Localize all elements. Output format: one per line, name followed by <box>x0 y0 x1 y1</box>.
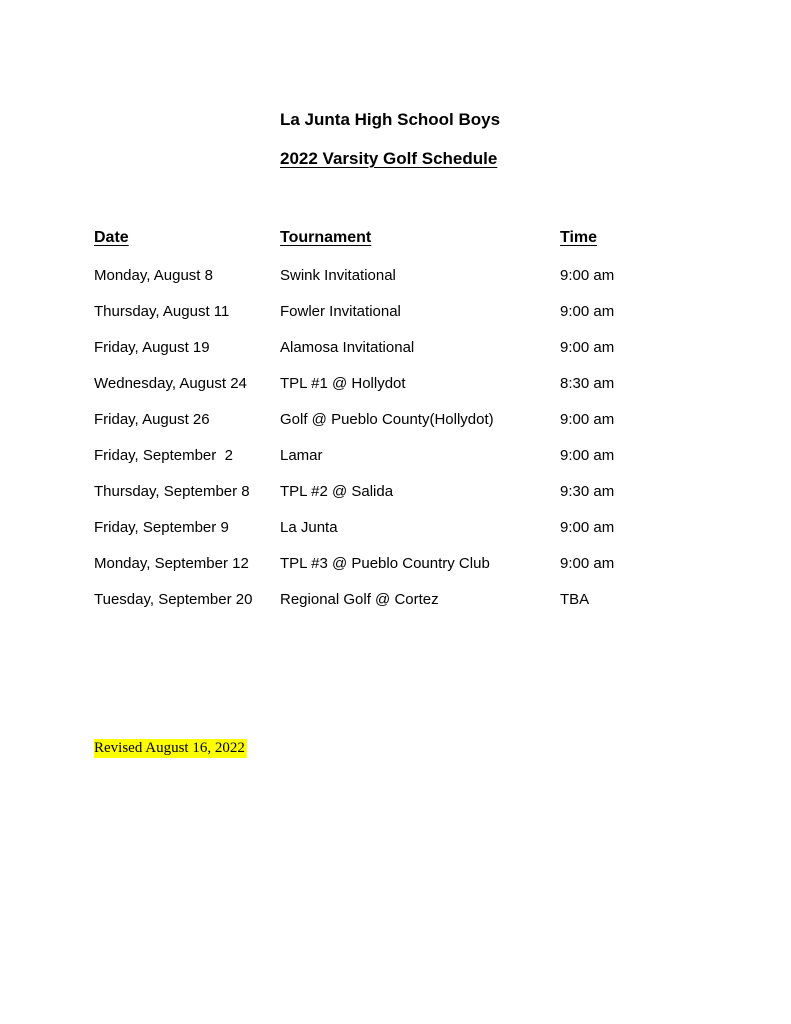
time-cell: 9:00 am <box>560 447 615 464</box>
table-row <box>94 438 714 474</box>
time-cell: TBA <box>560 591 590 608</box>
table-row <box>94 258 714 294</box>
tournament-cell: Alamosa Invitational <box>280 339 415 356</box>
tournament-cell: Swink Invitational <box>280 267 396 284</box>
time-cell: 9:00 am <box>560 267 615 284</box>
tournament-cell: Regional Golf @ Cortez <box>280 591 439 608</box>
time-cell: 9:00 am <box>560 519 615 536</box>
time-cell: 9:30 am <box>560 483 615 500</box>
document-header <box>280 110 500 169</box>
date-cell: Monday, August 8 <box>94 267 213 284</box>
date-cell: Friday, August 26 <box>94 411 210 428</box>
schedule-table <box>94 220 714 618</box>
date-cell: Monday, September 12 <box>94 555 249 572</box>
tournament-cell: Fowler Invitational <box>280 303 401 320</box>
date-cell: Wednesday, August 24 <box>94 375 247 392</box>
revision-note: Revised August 16, 2022 <box>94 740 245 756</box>
tournament-cell: Lamar <box>280 447 323 464</box>
date-cell: Tuesday, September 20 <box>94 591 253 608</box>
tournament-cell: La Junta <box>280 519 338 536</box>
column-header-date: Date <box>94 229 129 246</box>
time-cell: 8:30 am <box>560 375 615 392</box>
table-row <box>94 546 714 582</box>
tournament-cell: Golf @ Pueblo County(Hollydot) <box>280 411 494 428</box>
table-row <box>94 402 714 438</box>
schedule-header-row <box>94 220 714 256</box>
time-cell: 9:00 am <box>560 339 615 356</box>
date-cell: Thursday, September 8 <box>94 483 250 500</box>
table-row <box>94 582 714 618</box>
column-header-tournament: Tournament <box>280 229 372 246</box>
page-subtitle: 2022 Varsity Golf Schedule <box>280 149 498 168</box>
tournament-cell: TPL #2 @ Salida <box>280 483 394 500</box>
column-header-time: Time <box>560 229 598 246</box>
page-title: La Junta High School Boys <box>280 110 501 129</box>
date-cell: Friday, September 9 <box>94 519 229 536</box>
table-row <box>94 330 714 366</box>
time-cell: 9:00 am <box>560 555 615 572</box>
tournament-cell: TPL #3 @ Pueblo Country Club <box>280 555 490 572</box>
time-cell: 9:00 am <box>560 411 615 428</box>
table-row <box>94 294 714 330</box>
table-row <box>94 474 714 510</box>
date-cell: Friday, September 2 <box>94 447 233 464</box>
table-row <box>94 510 714 546</box>
tournament-cell: TPL #1 @ Hollydot <box>280 375 406 392</box>
time-cell: 9:00 am <box>560 303 615 320</box>
date-cell: Friday, August 19 <box>94 339 210 356</box>
date-cell: Thursday, August 11 <box>94 303 230 320</box>
table-row <box>94 366 714 402</box>
